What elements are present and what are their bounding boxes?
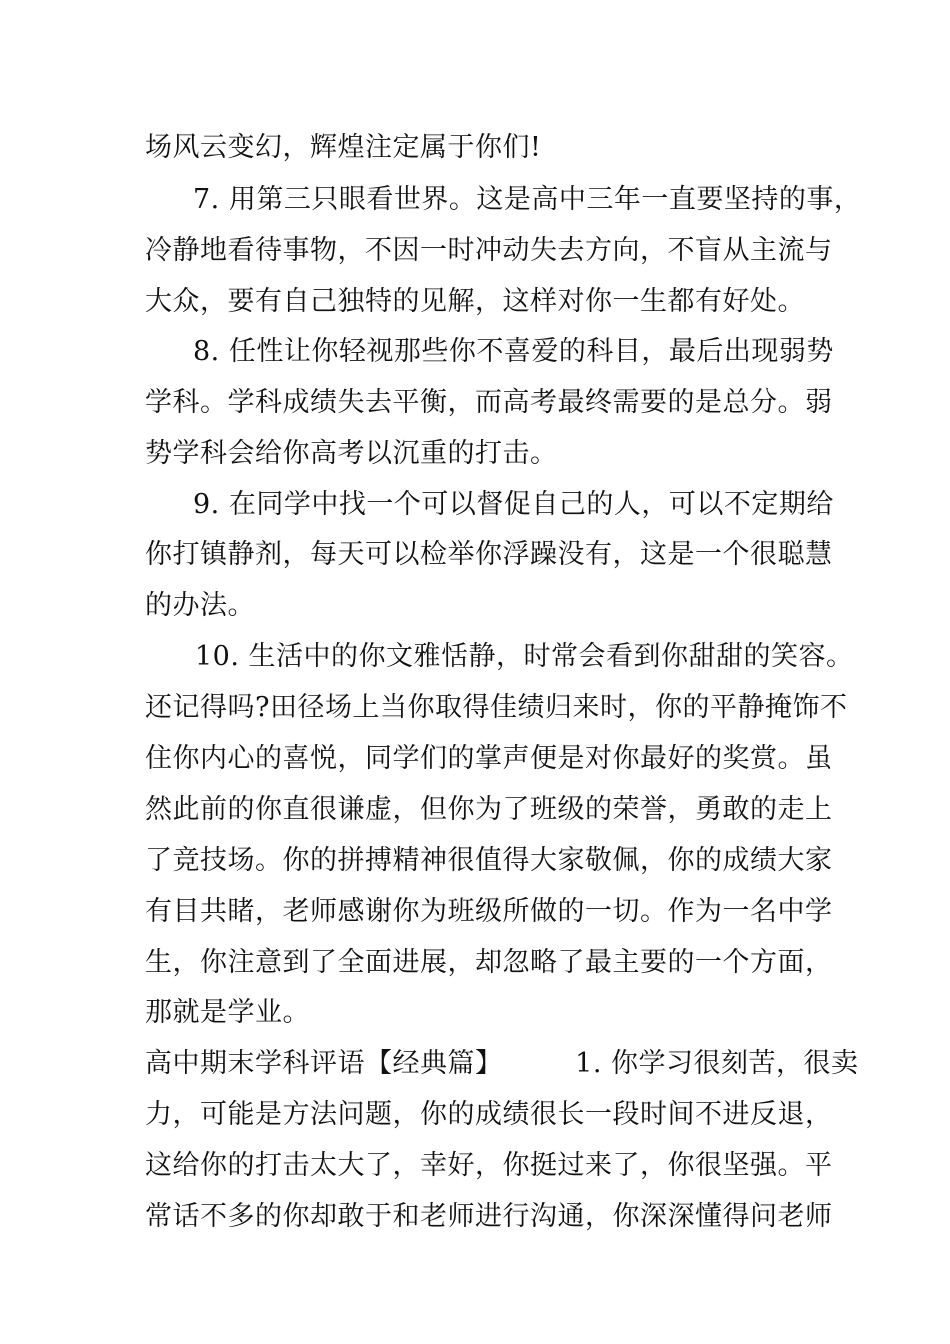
section-heading-line: 高中期末学科评语【经典篇】 1. 你学习很刻苦，很卖	[145, 1048, 859, 1079]
text-line: 冷静地看待事物，不因一时冲动失去方向，不盲从主流与	[145, 235, 833, 266]
text-line: 生，你注意到了全面进展，却忽略了最主要的一个方面，	[145, 947, 833, 978]
text-line: 力，可能是方法问题，你的成绩很长一段时间不进反退，	[145, 1099, 833, 1130]
text-line: 这给你的打击太大了，幸好，你挺过来了，你很坚强。平	[145, 1150, 833, 1181]
text-line: 常话不多的你却敢于和老师进行沟通，你深深懂得问老师	[145, 1201, 833, 1232]
text-line: 9. 在同学中找一个可以督促自己的人，可以不定期给	[193, 489, 834, 520]
text-line: 10. 生活中的你文雅恬静，时常会看到你甜甜的笑容。	[195, 641, 854, 672]
text-line: 那就是学业。	[145, 997, 310, 1028]
text-line: 了竞技场。你的拼搏精神很值得大家敬佩，你的成绩大家	[145, 845, 833, 876]
text-line: 住你内心的喜悦，同学们的掌声便是对你最好的奖赏。虽	[145, 743, 833, 774]
text-line: 7. 用第三只眼看世界。这是高中三年一直要坚持的事，	[193, 184, 862, 215]
text-line: 学科。学科成绩失去平衡，而高考最终需要的是总分。弱	[145, 387, 833, 418]
text-line: 还记得吗?田径场上当你取得佳绩归来时，你的平静掩饰不	[145, 692, 848, 723]
text-line: 大众，要有自己独特的见解，这样对你一生都有好处。	[145, 286, 805, 317]
text-line: 势学科会给你高考以沉重的打击。	[145, 438, 558, 469]
text-line: 有目共睹，老师感谢你为班级所做的一切。作为一名中学	[145, 896, 833, 927]
text-line: 然此前的你直很谦虚，但你为了班级的荣誉，勇敢的走上	[145, 794, 833, 825]
text-line: 的办法。	[145, 590, 255, 621]
text-line: 你打镇静剂，每天可以检举你浮躁没有，这是一个很聪慧	[145, 539, 833, 570]
text-line: 场风云变幻，辉煌注定属于你们!	[145, 132, 542, 163]
text-line: 8. 任性让你轻视那些你不喜爱的科目，最后出现弱势	[193, 336, 834, 367]
